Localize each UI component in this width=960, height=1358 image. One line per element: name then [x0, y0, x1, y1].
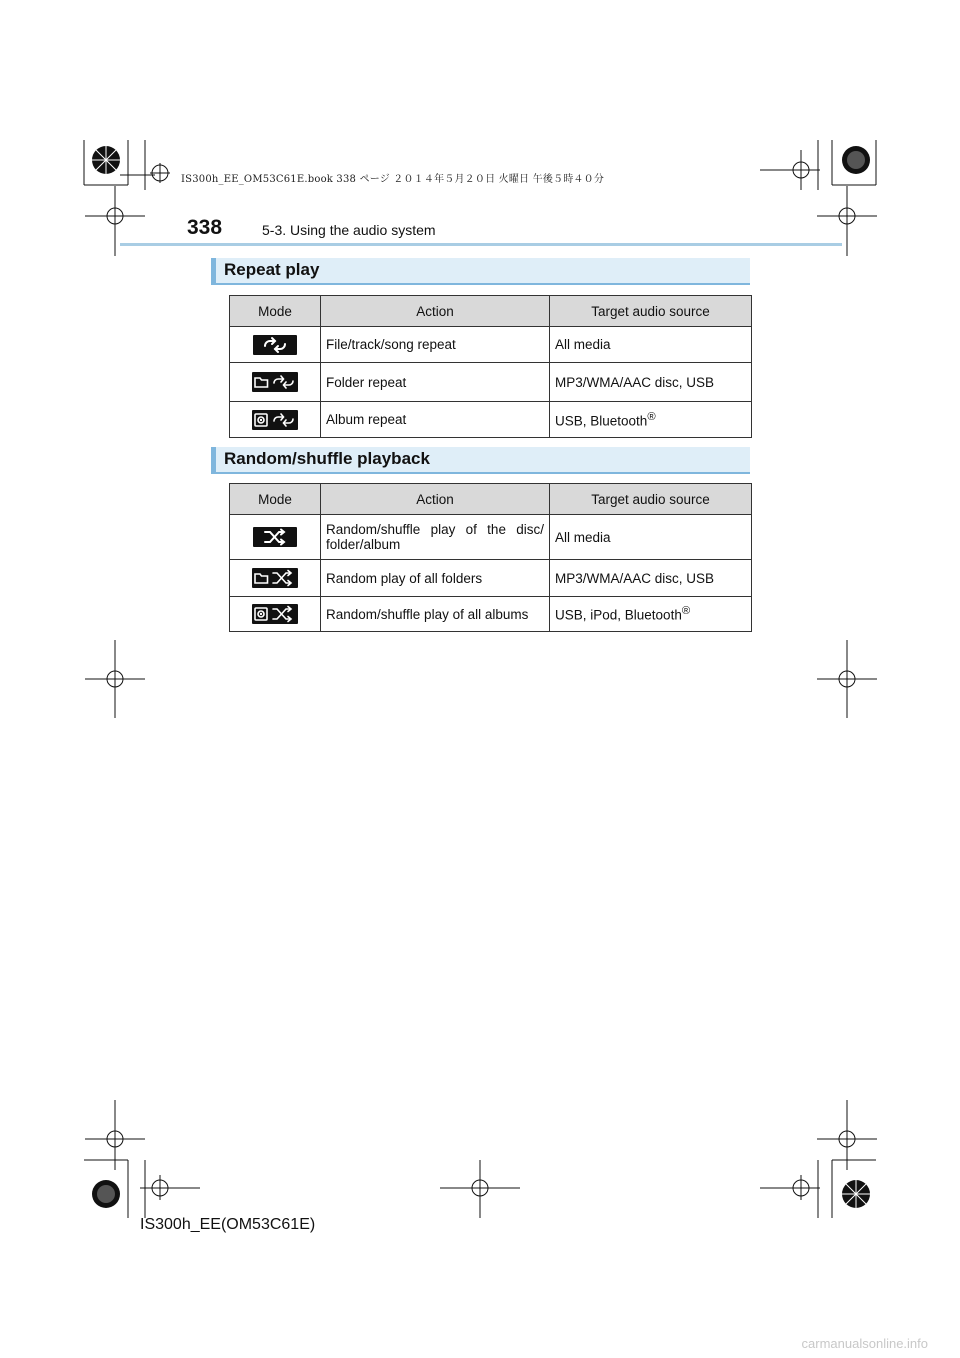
column-header-action: Action	[321, 484, 550, 515]
shuffle-icon	[253, 527, 297, 547]
folder-shuffle-icon	[252, 568, 298, 588]
print-header: IS300h_EE_OM53C61E.book 338 ページ ２０１４年５月２０日 火曜日 午後５時４０分	[181, 174, 605, 185]
column-header-mode: Mode	[230, 484, 321, 515]
folder-repeat-icon	[252, 372, 298, 392]
repeat-icon	[253, 335, 297, 355]
header-rule	[120, 243, 842, 246]
action-cell: Random play of all folders	[321, 560, 550, 597]
album-shuffle-icon	[252, 604, 298, 624]
source-cell: All media	[550, 515, 752, 560]
page-number: 338	[187, 216, 223, 239]
footer-book-code: IS300h_EE(OM53C61E)	[140, 1216, 316, 1233]
table-row	[230, 597, 752, 632]
source-cell: MP3/WMA/AAC disc, USB	[550, 363, 752, 402]
action-cell: Album repeat	[321, 402, 550, 438]
table-row	[230, 327, 752, 363]
column-header-mode: Mode	[230, 296, 321, 327]
registered-mark: ®	[681, 605, 691, 618]
section-title: 5-3. Using the audio system	[262, 222, 436, 238]
source-cell: All media	[550, 327, 752, 363]
album-repeat-icon	[252, 410, 298, 430]
watermark: carmanualsonline.info	[801, 1336, 928, 1351]
registered-mark: ®	[647, 410, 656, 423]
source-cell: MP3/WMA/AAC disc, USB	[550, 560, 752, 597]
repeat-play-table	[229, 295, 752, 438]
source-text: USB, Bluetooth	[555, 413, 648, 429]
action-cell: Random/shuffle play of all albums	[321, 597, 550, 632]
column-header-source: Target audio source	[550, 484, 752, 515]
source-cell	[550, 402, 752, 438]
action-cell: File/track/song repeat	[321, 327, 550, 363]
source-text: USB, iPod, Bluetooth	[555, 607, 682, 623]
action-cell: Random/shuffle play of the disc/ folder/album	[321, 515, 550, 560]
column-header-source: Target audio source	[550, 296, 752, 327]
random-play-heading: Random/shuffle playback	[211, 447, 750, 474]
column-header-action: Action	[321, 296, 550, 327]
repeat-play-heading: Repeat play	[211, 258, 750, 285]
random-play-table	[229, 483, 752, 632]
table-row	[230, 402, 752, 438]
table-row	[230, 515, 752, 560]
source-cell	[550, 597, 752, 632]
table-row	[230, 560, 752, 597]
table-row	[230, 363, 752, 402]
action-cell: Folder repeat	[321, 363, 550, 402]
